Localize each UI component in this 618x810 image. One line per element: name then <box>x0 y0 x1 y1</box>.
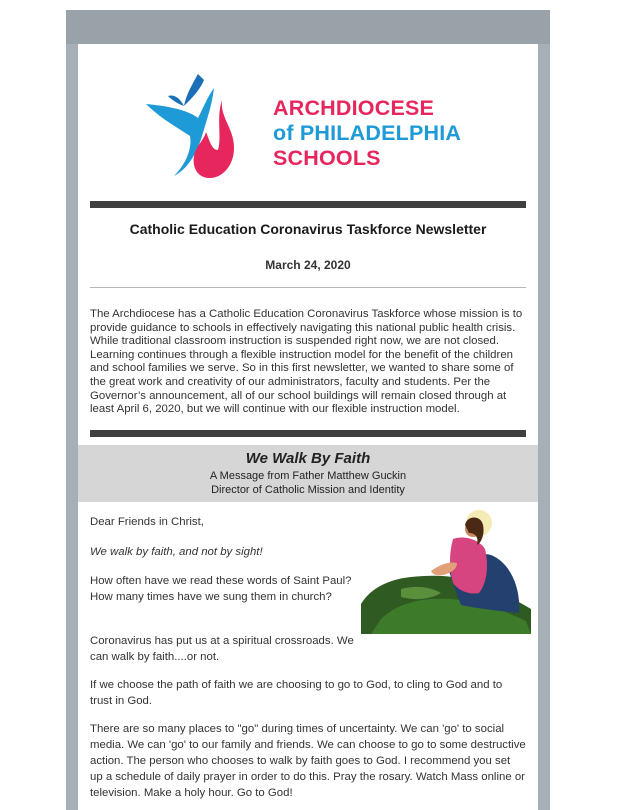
section-subtitle-author: A Message from Father Matthew Guckin <box>209 470 407 482</box>
archdiocese-logo <box>138 66 468 181</box>
logo-line-schools: SCHOOLS <box>273 146 381 170</box>
letter-paragraph-4: There are so many places to "go" during times of uncertainty. We can 'go' to social media. We can 'go' to our family and friends. We can choose to go to some destructive action. The person who chooses to walk by faith goes to God. I recommend you set up a schedule of daily prayer in order to do this. Pray the rosary. Watch Mass online or television. Make a holy hour. Go to God! <box>90 723 526 799</box>
divider-top <box>90 201 526 208</box>
logo-line-archdiocese: ARCHDIOCESE <box>273 96 435 120</box>
newsletter-frame <box>66 10 550 810</box>
newsletter-panel <box>78 44 538 810</box>
divider-middle <box>90 430 526 437</box>
letter-paragraph-3: If we choose the path of faith we are choosing to go to God, to cling to God and to trust in God. <box>90 679 503 707</box>
newsletter-title: Catholic Education Coronavirus Taskforce Newsletter <box>129 221 487 237</box>
letter-paragraph-1: How often have we read these words of Saint Paul? How many times have we sung them in church? <box>90 575 352 603</box>
letter-quote: We walk by faith, and not by sight! <box>90 546 263 558</box>
letter-paragraph-2: Coronavirus has put us at a spiritual crossroads. We can walk by faith....or not. <box>90 635 354 663</box>
praying-jesus-illustration <box>361 509 531 634</box>
section-title: We Walk By Faith <box>245 450 371 467</box>
section-header <box>78 445 538 502</box>
section-subtitle-role: Director of Catholic Mission and Identity <box>211 484 405 496</box>
top-bar <box>66 10 550 44</box>
intro-paragraph: The Archdiocese has a Catholic Education Coronavirus Taskforce whose mission is to provide guidance to schools in effectively navigating this national public health crisis. While traditional classroom instruction is suspended right now, we are not closed. Learning continues through a flexible instruction model for the benefit of the children and school families we serve. So in this first newsletter, we wanted to share some of the great work and creativity of our administrators, faculty and students. Per the Governor’s announcement, all of our school buildings will remain closed through at least April 6, 2020, but we will continue with our flexible instruction model. <box>90 308 523 416</box>
newsletter-date: March 24, 2020 <box>265 258 351 272</box>
logo-line-of-philadelphia: of PHILADELPHIA <box>273 121 462 145</box>
divider-thin <box>90 287 526 288</box>
flame-dove-icon <box>138 66 268 181</box>
letter-greeting: Dear Friends in Christ, <box>90 516 204 528</box>
